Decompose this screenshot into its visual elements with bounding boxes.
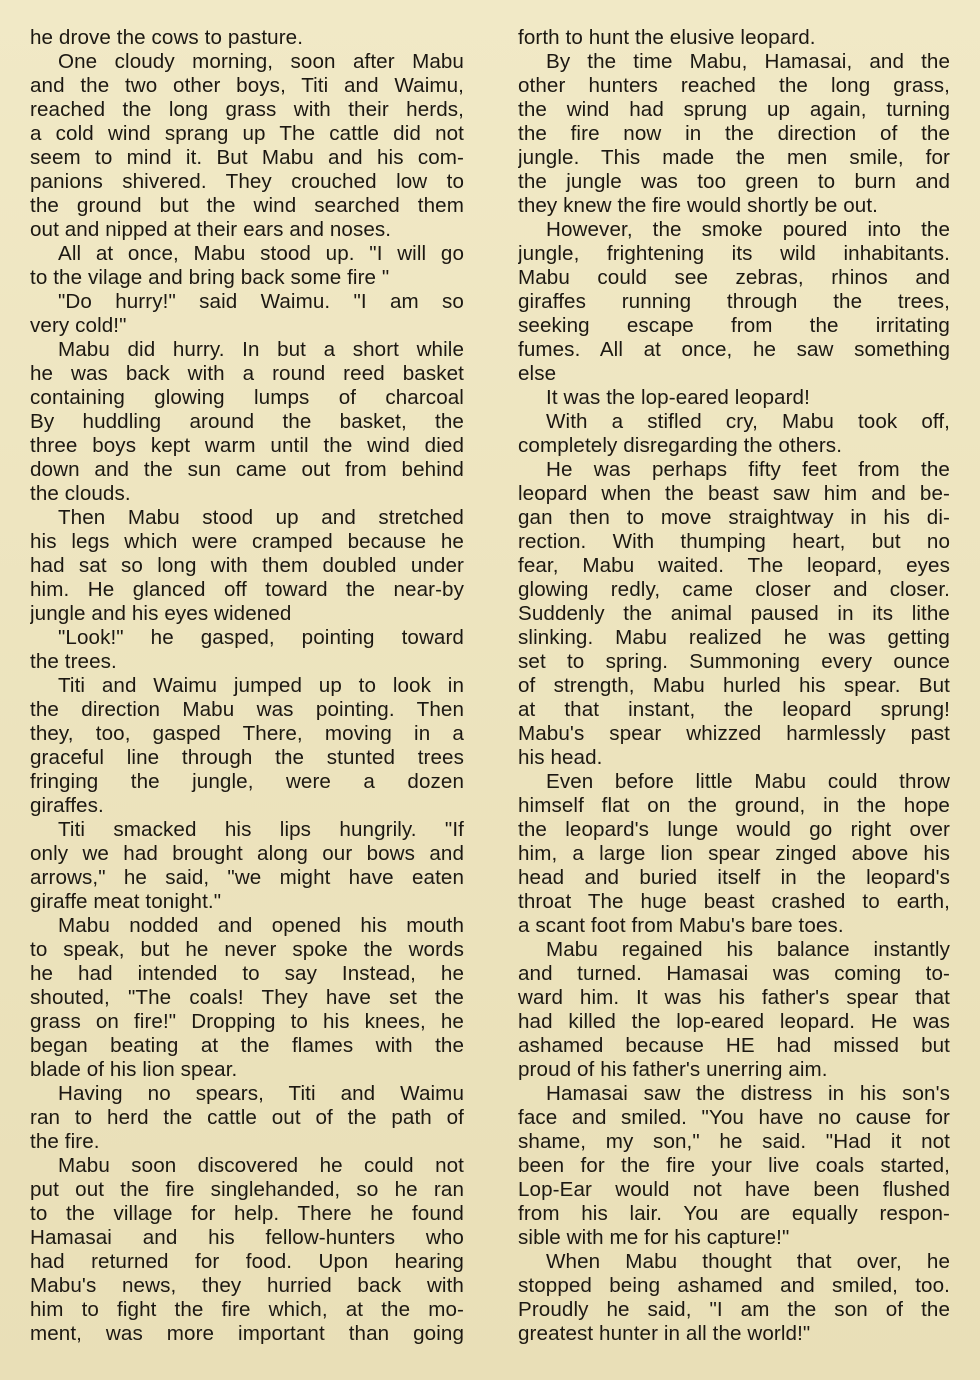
text-line: rection. With thumping heart, but no [518,530,950,553]
text-line: of strength, Mabu hurled his spear. But [518,674,950,697]
text-line: three boys kept warm until the wind died [30,434,464,457]
text-line: Hamasai and his fellow-hunters who [30,1226,464,1249]
text-line: It was the lop-eared leopard! [546,386,810,409]
text-line: ran to herd the cattle out of the path of [30,1106,464,1129]
text-line: Mabu nodded and opened his mouth [58,914,464,937]
text-line: the leopard's lunge would go right over [518,818,950,841]
text-line: to the village for help. There he found [30,1202,464,1225]
text-line: He was perhaps fifty feet from the [546,458,950,481]
text-line: glowing redly, came closer and closer. [518,578,950,601]
right-text-column [518,26,950,1346]
text-line: Mabu could see zebras, rhinos and [518,266,950,289]
text-line: blade of his lion spear. [30,1058,238,1081]
text-line: only we had brought along our bows and [30,842,464,865]
text-line: shouted, "The coals! They have set the [30,986,464,1009]
text-line: giraffes running through the trees, [518,290,950,313]
text-line: Titi smacked his lips hungrily. "If [58,818,464,841]
text-line: throat The huge beast crashed to earth, [518,890,950,913]
text-line: stopped being ashamed and smiled, too. [518,1274,950,1297]
text-line: By the time Mabu, Hamasai, and the [546,50,950,73]
left-text-column [30,26,464,1346]
text-line: fringing the jungle, were a dozen [30,770,464,793]
text-line: a cold wind sprang up The cattle did not [30,122,464,145]
text-line: the fire. [30,1130,100,1153]
text-line: Proudly he said, "I am the son of the [518,1298,950,1321]
text-line: "Look!" he gasped, pointing toward [58,626,464,649]
text-line: had returned for food. Upon hearing [30,1250,464,1273]
text-line: panions shivered. They crouched low to [30,170,464,193]
text-line: Suddenly the animal paused in its lithe [518,602,950,625]
text-line: giraffes. [30,794,104,817]
text-line: ward him. It was his father's spear that [518,986,950,1009]
text-line: out and nipped at their ears and noses. [30,218,392,241]
text-line: his head. [518,746,603,769]
text-line: they knew the fire would shortly be out. [518,194,879,217]
text-line: Having no spears, Titi and Waimu [58,1082,464,1105]
text-line: fear, Mabu waited. The leopard, eyes [518,554,950,577]
text-line: giraffe meat tonight." [30,890,222,913]
text-line: When Mabu thought that over, he [546,1250,950,1273]
text-line: However, the smoke poured into the [546,218,950,241]
text-line: Mabu regained his balance instantly [546,938,950,961]
text-line: "Do hurry!" said Waimu. "I am so [58,290,464,313]
text-line: gan then to move straightway in his di- [518,506,950,529]
text-line: Titi and Waimu jumped up to look in [58,674,464,697]
text-line: reached the long grass with their herds, [30,98,464,121]
text-line: shame, my son," he said. "Had it not [518,1130,950,1153]
text-line: Then Mabu stood up and stretched [58,506,464,529]
text-line: ashamed because HE had missed but [518,1034,950,1057]
text-line: a scant foot from Mabu's bare toes. [518,914,844,937]
text-line: he drove the cows to pasture. [30,26,304,49]
text-line: ment, was more important than going [30,1322,464,1345]
text-line: All at once, Mabu stood up. "I will go [58,242,464,265]
text-line: the trees. [30,650,117,673]
text-line: he was back with a round reed basket [30,362,464,385]
text-line: had killed the lop-eared leopard. He was [518,1010,950,1033]
text-line: the clouds. [30,482,131,505]
text-line: himself flat on the ground, in the hope [518,794,950,817]
text-line: him to fight the fire which, at the mo- [30,1298,464,1321]
text-line: graceful line through the stunted trees [30,746,464,769]
text-line: Hamasai saw the distress in his son's [546,1082,950,1105]
text-line: began beating at the flames with the [30,1034,464,1057]
text-line: been for the fire your live coals started, [518,1154,950,1177]
text-line: face and smiled. "You have no cause for [518,1106,950,1129]
text-line: jungle. This made the men smile, for [518,146,950,169]
text-line: the ground but the wind searched them [30,194,464,217]
text-line: to the vilage and bring back some fire " [30,266,390,289]
text-line: proud of his father's unerring aim. [518,1058,828,1081]
text-line: fumes. All at once, he saw something [518,338,950,361]
text-line: very cold!" [30,314,127,337]
text-line: jungle, frightening its wild inhabitants. [518,242,950,265]
text-line: down and the sun came out from behind [30,458,464,481]
text-line: from his lair. You are equally respon- [518,1202,950,1225]
text-line: slinking. Mabu realized he was getting [518,626,950,649]
text-line: the jungle was too green to burn and [518,170,950,193]
text-line: his legs which were cramped because he [30,530,464,553]
text-line: had sat so long with them doubled under [30,554,464,577]
text-line: greatest hunter in all the world!" [518,1322,811,1345]
text-line: One cloudy morning, soon after Mabu [58,50,464,73]
text-line: grass on fire!" Dropping to his knees, he [30,1010,464,1033]
text-line: Mabu did hurry. In but a short while [58,338,464,361]
text-line: completely disregarding the others. [518,434,843,457]
text-line: head and buried itself in the leopard's [518,866,950,889]
text-line: else [518,362,557,385]
text-line: the direction Mabu was pointing. Then [30,698,464,721]
text-line: arrows," he said, "we might have eaten [30,866,464,889]
text-line: seeking escape from the irritating [518,314,950,337]
text-line: Even before little Mabu could throw [546,770,950,793]
text-line: With a stifled cry, Mabu took off, [546,410,950,433]
text-line: forth to hunt the elusive leopard. [518,26,816,49]
text-line: they, too, gasped There, moving in a [30,722,464,745]
text-line: Mabu's news, they hurried back with [30,1274,464,1297]
text-line: containing glowing lumps of charcoal [30,386,464,409]
text-line: put out the fire singlehanded, so he ran [30,1178,464,1201]
text-line: the wind had sprung up again, turning [518,98,950,121]
text-line: leopard when the beast saw him and be- [518,482,950,505]
text-line: sible with me for his capture!" [518,1226,790,1249]
text-line: at that instant, the leopard sprung! [518,698,950,721]
text-line: Mabu soon discovered he could not [58,1154,464,1177]
text-line: the fire now in the direction of the [518,122,950,145]
text-line: other hunters reached the long grass, [518,74,950,97]
text-line: By huddling around the basket, the [30,410,464,433]
text-line: set to spring. Summoning every ounce [518,650,950,673]
text-line: to speak, but he never spoke the words [30,938,464,961]
text-line: him, a large lion spear zinged above his [518,842,950,865]
text-line: him. He glanced off toward the near-by [30,578,464,601]
text-line: Mabu's spear whizzed harmlessly past [518,722,950,745]
text-line: seem to mind it. But Mabu and his com- [30,146,464,169]
text-line: and the two other boys, Titi and Waimu, [30,74,464,97]
text-line: jungle and his eyes widened [30,602,292,625]
text-line: Lop-Ear would not have been flushed [518,1178,950,1201]
text-line: and turned. Hamasai was coming to- [518,962,950,985]
text-line: he had intended to say Instead, he [30,962,464,985]
